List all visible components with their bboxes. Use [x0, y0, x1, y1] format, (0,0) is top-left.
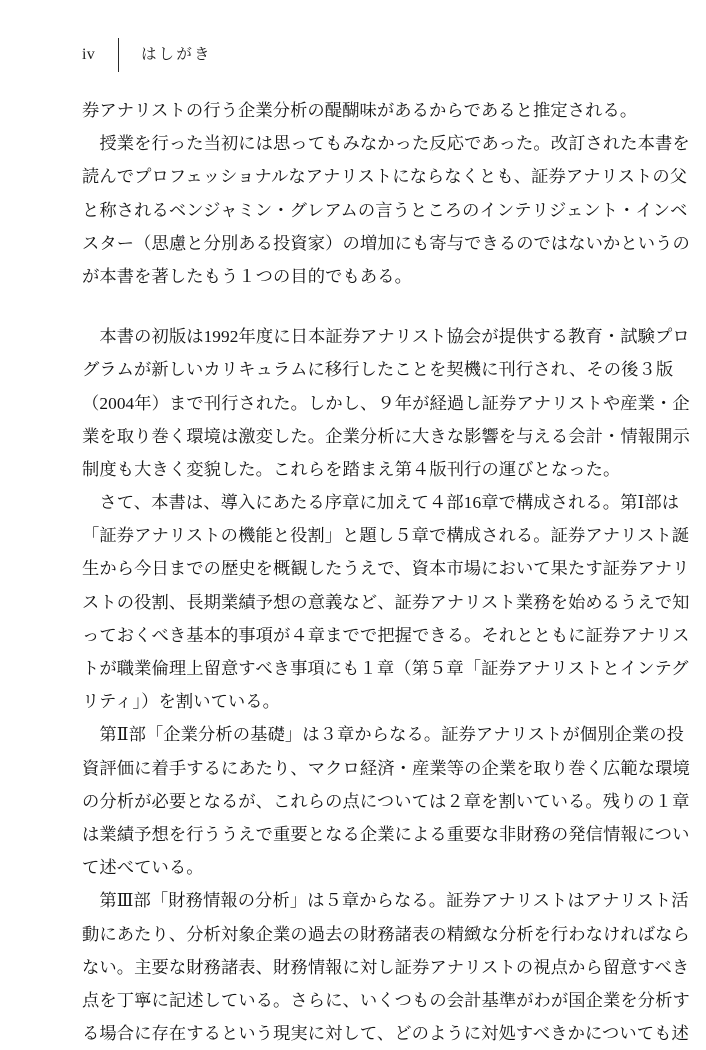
paragraph-block — [82, 320, 690, 1050]
text-line: 動にあたり、分析対象企業の過去の財務諸表の精緻な分析を行わなければなら — [82, 924, 690, 944]
text-line: 業を取り巻く環境は激変した。企業分析に大きな影響を与える会計・情報開示 — [82, 426, 690, 446]
page-folio-number: iv — [82, 46, 96, 63]
paragraph-block-gap — [82, 293, 630, 320]
running-head — [82, 38, 212, 72]
page-text-body — [82, 94, 690, 1050]
text-line: の分析が必要となるが、これらの点については２章を割いている。残りの１章 — [82, 791, 690, 811]
text-line: が本書を著したもう１つの目的でもある。 — [82, 266, 412, 286]
text-line: 資評価に着手するにあたり、マクロ経済・産業等の企業を取り巻く広範な環境 — [82, 758, 690, 778]
text-line: っておくべき基本的事項が４章までで把握できる。それとともに証券アナリス — [82, 625, 690, 645]
text-line: リティ」）を割いている。 — [82, 692, 281, 712]
text-line: 第Ⅲ部「財務情報の分析」は５章からなる。証券アナリストはアナリスト活 — [82, 891, 689, 911]
text-line: る場合に存在するという現実に対して、どのように対処すべきかについても述 — [82, 1024, 689, 1044]
text-line: と称されるベンジャミン・グレアムの言うところのインテリジェント・インベ — [82, 200, 688, 220]
text-line: ストの役割、長期業績予想の意義など、証券アナリスト業務を始めるうえで知 — [82, 592, 690, 612]
text-line: 授業を行った当初には思ってもみなかった反応であった。改訂された本書を — [82, 134, 690, 154]
text-line: 本書の初版は1992年度に日本証券アナリスト協会が提供する教育・試験プロ — [82, 327, 690, 347]
text-line: グラムが新しいカリキュラムに移行したことを契機に刊行され、その後３版 — [82, 360, 674, 380]
text-line: トが職業倫理上留意すべき事項にも１章（第５章「証券アナリストとインテグ — [82, 659, 689, 678]
paragraph-block — [82, 94, 690, 293]
text-line: は業績予想を行ううえで重要となる企業による重要な非財務の発信情報につい — [82, 824, 690, 844]
text-line: 第Ⅱ部「企業分析の基礎」は３章からなる。証券アナリストが個別企業の投 — [82, 725, 684, 745]
text-line: 生から今日までの歴史を概観したうえで、資本市場において果たす証券アナリ — [82, 559, 690, 579]
text-line: スター（思慮と分別ある投資家）の増加にも寄与できるのではないかというの — [82, 233, 690, 253]
text-line: て述べている。 — [82, 858, 204, 878]
text-line: さて、本書は、導入にあたる序章に加えて４部16章で構成される。第Ⅰ部は — [82, 493, 680, 513]
text-line: 点を丁寧に記述している。さらに、いくつもの会計基準がわが国企業を分析す — [82, 990, 690, 1010]
text-line: ない。主要な財務諸表、財務情報に対し証券アナリストの視点から留意すべき — [82, 957, 690, 977]
running-head-title: はしがき — [141, 46, 212, 64]
text-line: 券アナリストの行う企業分析の醍醐味があるからであると推定される。 — [82, 101, 638, 120]
text-line: 「証券アナリストの機能と役割」と題し５章で構成される。証券アナリスト誕 — [82, 526, 690, 546]
text-line: （2004年）まで刊行された。しかし、９年が経過し証券アナリストや産業・企 — [82, 393, 690, 413]
running-head-divider — [118, 38, 119, 72]
text-line: 読んでプロフェッショナルなアナリストにならなくとも、証券アナリストの父 — [82, 167, 688, 187]
text-line: 制度も大きく変貌した。これらを踏まえ第４版刊行の運びとなった。 — [82, 459, 621, 479]
